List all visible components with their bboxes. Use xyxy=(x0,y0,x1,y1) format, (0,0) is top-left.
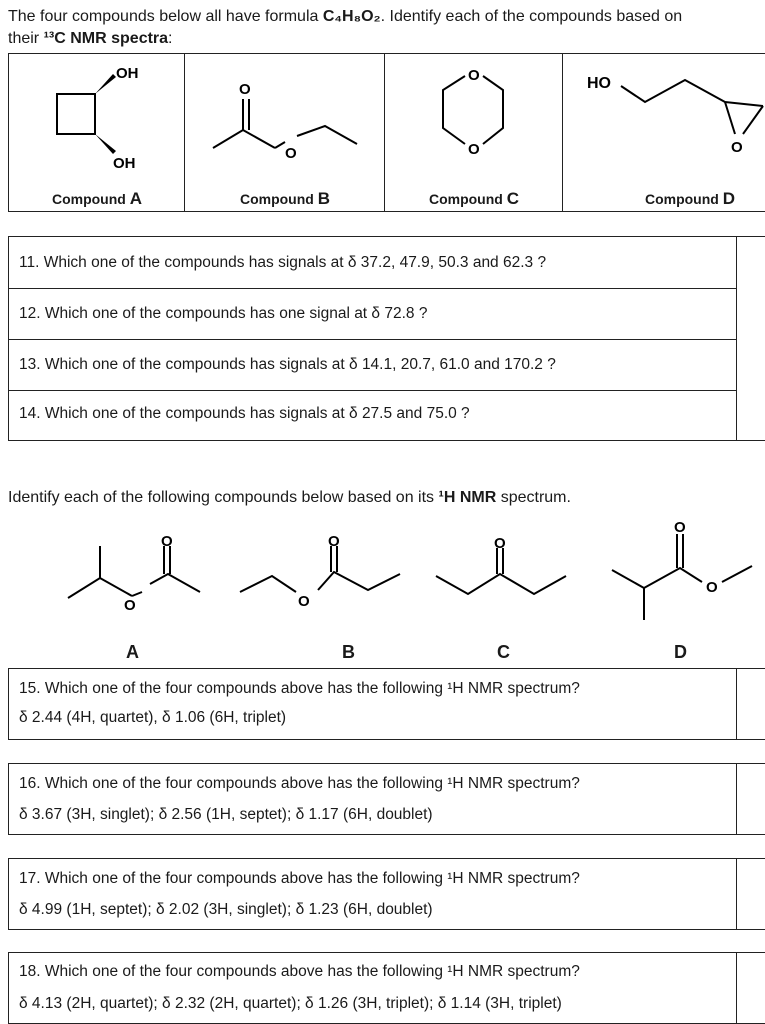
question-15-data: δ 2.44 (4H, quartet), δ 1.06 (6H, triplet) xyxy=(19,709,287,726)
question-11-row xyxy=(9,237,737,289)
question-15-box xyxy=(8,668,765,740)
h-compound-a-ether-o: O xyxy=(124,597,136,614)
question-18-box xyxy=(8,952,765,1024)
molecular-formula: C₄H₈O₂ xyxy=(322,8,381,25)
question-13-text: 13. Which one of the compounds has signals at δ 14.1, 20.7, 61.0 and 170.2 ? xyxy=(19,356,556,373)
compound-c-o-top: O xyxy=(468,67,480,84)
h-compound-c-label: C xyxy=(497,642,510,662)
compound-d-structure xyxy=(563,54,765,189)
compound-d-letter: D xyxy=(722,189,735,208)
question-18-text: 18. Which one of the four compounds above has the following ¹H NMR spectrum? xyxy=(19,963,580,980)
h-compound-a-label: A xyxy=(126,642,139,662)
compound-c-letter: C xyxy=(506,189,520,208)
question-12-text: 12. Which one of the compounds has one signal at δ 72.8 ? xyxy=(19,305,428,322)
question-17-data: δ 4.99 (1H, septet); δ 2.02 (3H, singlet); δ 1.23 (6H, doublet) xyxy=(19,901,433,918)
question-16-box xyxy=(8,763,765,835)
question-14-text: 14. Which one of the compounds has signals at δ 27.5 and 75.0 ? xyxy=(19,405,470,422)
compound-b-cell xyxy=(184,54,385,211)
compound-d-ho: HO xyxy=(587,75,611,92)
question-18-data: δ 4.13 (2H, quartet); δ 2.32 (2H, quartet); δ 1.26 (3H, triplet); δ 1.14 (3H, triplet) xyxy=(19,995,562,1012)
intro-text-3: their xyxy=(8,30,44,47)
compound-a-letter: A xyxy=(129,189,143,208)
questions-13c-table xyxy=(8,236,765,441)
compound-a-label: Compound A xyxy=(51,189,143,208)
compound-a-cell xyxy=(8,54,185,211)
question-16-text: 16. Which one of the four compounds above has the following ¹H NMR spectrum? xyxy=(19,775,580,792)
intro-text-4: : xyxy=(168,30,173,47)
compound-structure-table xyxy=(8,53,765,212)
intro-text-2: . Identify each of the compounds based on xyxy=(380,8,683,25)
section2-bold: ¹H NMR xyxy=(438,489,497,506)
intro-text xyxy=(8,6,765,50)
answer-box-18[interactable] xyxy=(736,953,765,1023)
compound-c-label: Compound C xyxy=(428,189,520,208)
compound-b-ether-o: O xyxy=(285,145,297,162)
h-nmr-structures xyxy=(0,520,765,620)
h-compound-b-label: B xyxy=(342,642,355,662)
compound-b-carbonyl-o: O xyxy=(239,81,251,98)
compound-a-oh-top: OH xyxy=(116,65,139,82)
compound-c-cell xyxy=(384,54,563,211)
answer-box-11-14[interactable] xyxy=(736,237,765,440)
question-15-text: 15. Which one of the four compounds above has the following ¹H NMR spectrum? xyxy=(19,680,580,697)
compound-a-oh-bottom: OH xyxy=(113,155,136,172)
question-12-row xyxy=(9,288,737,340)
compound-d-cell xyxy=(562,54,765,211)
compound-a-structure xyxy=(9,54,185,189)
question-16-data: δ 3.67 (3H, singlet); δ 2.56 (1H, septet); δ 1.17 (6H, doublet) xyxy=(19,806,433,823)
answer-box-15[interactable] xyxy=(736,669,765,739)
section2-header: Identify each of the following compounds below based on its ¹H NMR spectrum. xyxy=(8,489,571,506)
question-17-box xyxy=(8,858,765,930)
h-compound-d-label: D xyxy=(674,642,687,662)
compound-d-epoxide-o: O xyxy=(731,139,743,156)
compound-c-o-bottom: O xyxy=(468,141,480,158)
question-17-text: 17. Which one of the four compounds above has the following ¹H NMR spectrum? xyxy=(19,870,580,887)
compound-d-label: Compound D xyxy=(644,189,735,208)
question-14-row xyxy=(9,390,737,440)
h-compound-b-carbonyl-o: O xyxy=(328,533,340,550)
h-compound-d-carbonyl-o: O xyxy=(674,520,686,536)
h-compound-a-carbonyl-o: O xyxy=(161,533,173,550)
h-compound-b-ether-o: O xyxy=(298,593,310,610)
question-11-text: 11. Which one of the compounds has signals at δ 37.2, 47.9, 50.3 and 62.3 ? xyxy=(19,254,547,271)
compound-b-structure xyxy=(185,54,385,189)
h-compound-c-carbonyl-o: O xyxy=(494,535,506,552)
intro-text-1: The four compounds below all have formula xyxy=(8,8,323,25)
answer-box-16[interactable] xyxy=(736,764,765,834)
compound-b-letter: B xyxy=(317,189,331,208)
compound-b-label: Compound B xyxy=(239,189,331,208)
answer-box-17[interactable] xyxy=(736,859,765,929)
h-compound-d-ether-o: O xyxy=(706,579,718,596)
question-13-row xyxy=(9,339,737,391)
compound-c-structure xyxy=(385,54,563,189)
intro-nmr-bold: ¹³C NMR spectra xyxy=(43,30,169,47)
